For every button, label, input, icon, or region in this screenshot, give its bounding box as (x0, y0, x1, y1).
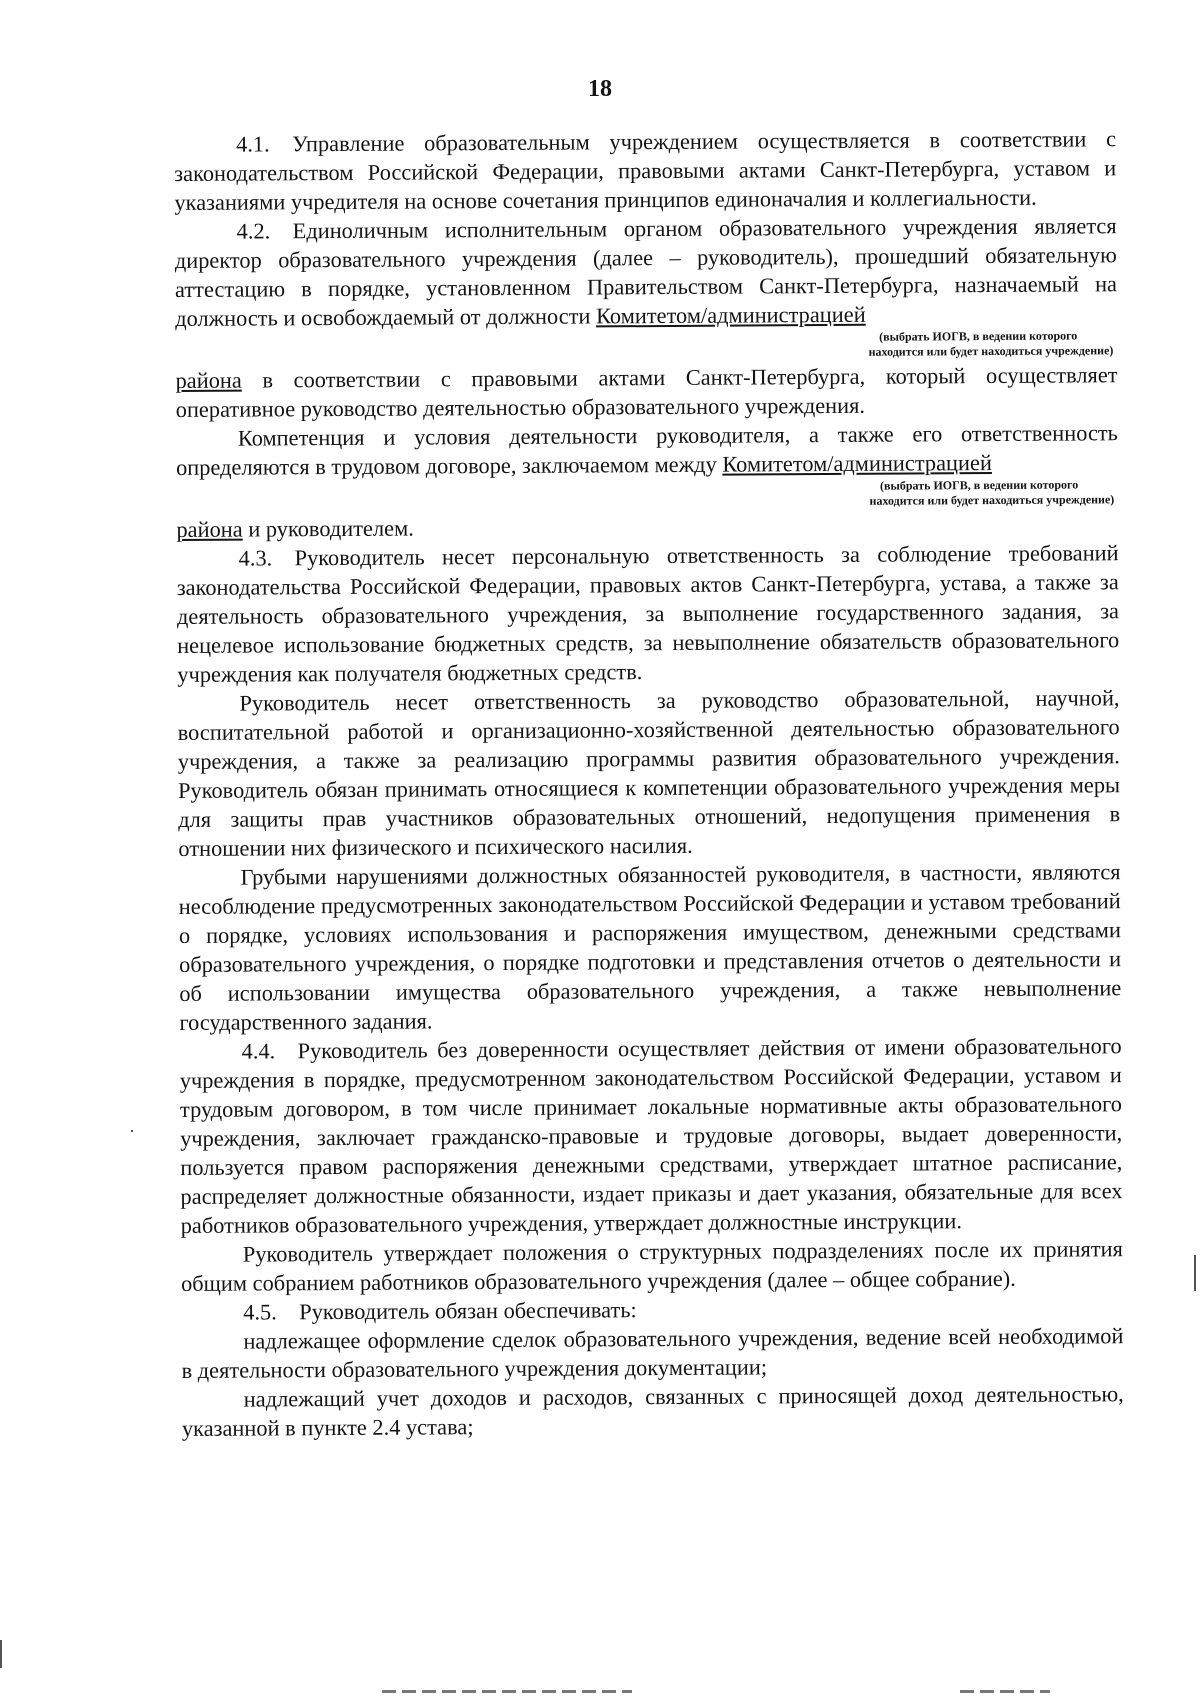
paragraph-4-5: 4.5. Руководитель обязан обеспечивать: (243, 1297, 637, 1325)
footnote-choose-authority (176, 477, 1118, 513)
paragraph-text: и руководителем. (242, 515, 414, 542)
page-number: 18 (588, 76, 612, 102)
scan-bottom-strip (382, 1690, 632, 1693)
footnote-choose-authority (175, 328, 1117, 364)
paragraph-text: в соответствии с правовыми актами Санкт-Петербурга, который осуществляет оперативное руководство деятельностью образовательного учреждения. (175, 362, 1118, 422)
scan-bottom-strip (960, 1690, 1050, 1693)
paragraph-4-3: 4.3. Руководитель несет персональную ответственность за соблюдение требований законодательства Российской Федерации, правовых актов Санкт-Петербурга, устава, а также за деятельность образовательного учреждения, за выполнение государственного задания, за нецелевое использование бюджетных средств, за невыполнение обязательств образовательного учреждения как получателя бюджетных средств. (176, 540, 1120, 687)
note-line: (выбрать ИОГВ, в ведении которого (879, 328, 1078, 344)
underlined-authority: Комитетом/администрацией (722, 450, 992, 477)
paragraph-text: Компетенция и условия деятельности руководителя, а также его ответственность определяются в трудовом договоре, заключаемом между (175, 420, 1118, 480)
paragraph-4-2-continuation (175, 360, 1117, 424)
paragraph-accounting: надлежащий учет доходов и расходов, связанных с приносящей доход деятельностью, указанной в пункте 2.4 устава; (181, 1381, 1124, 1441)
paragraph-4-4: 4.4. Руководитель без доверенности осуществляет действия от имени образовательного учреждения в порядке, предусмотренном законодательством Российской Федерации, уставом и трудовым договором, в том числе принимает локальные нормативные акты образовательного учреждения, заключает гражданско-правовые и трудовые договоры, выдает доверенности, пользуется правом распоряжения денежными средствами, утверждает штатное расписание, распределяет должностные обязанности, издает приказы и дает указания, обязательные для всех работников образовательного учреждения, утверждает должностные инструкции. (179, 1033, 1123, 1238)
paragraph-violations: Грубыми нарушениями должностных обязанностей руководителя, в частности, являются несоблюдение предусмотренных законодательством Российской Федерации и уставом требований о порядке, условиях использования и распоряжения имуществом, денежными средствами образовательного учреждения, о порядке подготовки и представления отчетов о деятельности и об использовании имущества образовательного учреждения, а также невыполнение государственного задания. (178, 859, 1122, 1035)
scan-speck (131, 1130, 133, 1132)
paragraph-text: 4.2. Единоличным исполнительным органом образовательного учреждения является директор образовательного учреждения (далее – руководитель), прошедший обязательную аттестацию в порядке, установленном Правительством Санкт-Петербурга, назначаемый на должность и освобождаемый от должности (174, 213, 1118, 331)
paragraph-4-1: 4.1. Управление образовательным учреждением осуществляется в соответствии с законодательством Российской Федерации, правовыми актами Санкт-Петербурга, уставом и указаниями учредителя на основе сочетания принципов единоначалия и коллегиальности. (174, 126, 1117, 215)
underlined-district: района (175, 367, 242, 393)
document-body (174, 124, 1124, 1443)
note-line: (выбрать ИОГВ, в ведении которого (879, 477, 1079, 493)
paragraph-competence (176, 418, 1118, 482)
underlined-authority: Комитетом/администрацией (595, 301, 866, 329)
scan-edge-mark (0, 1640, 2, 1668)
paragraph-responsibility: Руководитель несет ответственность за руководство образовательной, научной, воспитательной работой и организационно-хозяйственной деятельностью образовательного учреждения, а также за реализацию программы развития образовательного учреждения. Руководитель обязан принимать относящиеся к компетенции образовательного учреждения меры для защиты прав участников образовательных отношений, недопущения применения в отношении них физического и психического насилия. (177, 685, 1121, 861)
note-line: находится или будет находиться учреждение) (868, 343, 1114, 359)
underlined-district: района (176, 516, 243, 542)
paragraph-4-2 (175, 211, 1118, 333)
paragraph-regulations: Руководитель утверждает положения о структурных подразделениях после их принятия общим собранием работников образовательного учреждения (далее – общее собрание). (180, 1236, 1123, 1296)
scan-edge-mark (1194, 1255, 1196, 1291)
note-line: находится или будет находиться учреждение) (869, 492, 1115, 508)
paragraph-documentation: надлежащее оформление сделок образовательного учреждения, ведение всей необходимой в деятельности образовательного учреждения документации; (181, 1323, 1124, 1383)
